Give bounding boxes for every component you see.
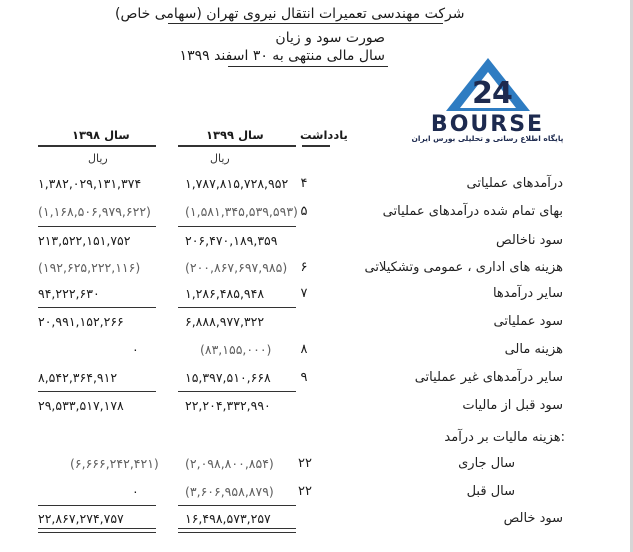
- subtotal-rule: [38, 226, 156, 227]
- row-note: ۲۲: [298, 456, 312, 471]
- value-1398: (۱۹۲,۶۲۵,۲۲۲,۱۱۶): [38, 260, 141, 275]
- value-1398: ۲۱۳,۵۲۲,۱۵۱,۷۵۲: [38, 233, 131, 248]
- row-note: ۷: [300, 286, 308, 301]
- svg-text:4: 4: [492, 76, 513, 111]
- value-1399: ۲۲,۲۰۴,۳۳۲,۹۹۰: [185, 398, 271, 413]
- value-1399: (۸۳,۱۵۵,۰۰۰): [200, 342, 272, 357]
- statement-title: صورت سود و زیان: [275, 30, 385, 46]
- logo-tagline: پایگاه اطلاع رسانی و تحلیلی بورس ایران: [411, 134, 564, 143]
- subtotal-rule: [178, 226, 296, 227]
- value-1398: ۲۲,۸۶۷,۲۷۴,۷۵۷: [38, 511, 124, 526]
- col-year-1399: سال ۱۳۹۹: [206, 128, 264, 142]
- value-1398: ۲۹,۵۳۳,۵۱۷,۱۷۸: [38, 398, 124, 413]
- value-1399: (۲,۰۹۸,۸۰۰,۸۵۴): [185, 456, 274, 471]
- value-1399: ۱۶,۴۹۸,۵۷۳,۲۵۷: [185, 511, 271, 526]
- table-row: [0, 286, 633, 308]
- col-note: یادداشت: [300, 128, 348, 142]
- subtotal-rule: [38, 391, 156, 392]
- row-note: ۶: [300, 260, 308, 275]
- table-row: [0, 314, 633, 336]
- bourse-logo: [410, 56, 565, 146]
- table-row: [0, 176, 633, 198]
- row-note: ۴: [300, 176, 308, 191]
- total-double-rule: [178, 528, 296, 533]
- value-1399: ۱,۲۸۶,۴۸۵,۹۴۸: [185, 286, 265, 301]
- row-label: هزینه مالی: [504, 342, 563, 357]
- row-label: سود قبل از مالیات: [462, 398, 563, 413]
- unit-1399: ریال: [210, 152, 230, 165]
- row-label: سایر درآمدها: [492, 286, 563, 301]
- value-1399: ۶,۸۸۸,۹۷۷,۳۲۲: [185, 314, 265, 329]
- period-title: سال مالی منتهی به ۳۰ اسفند ۱۳۹۹: [179, 48, 385, 64]
- table-row: [0, 456, 633, 478]
- unit-1398: ریال: [88, 152, 108, 165]
- value-1399: ۱,۷۸۷,۸۱۵,۷۲۸,۹۵۲: [185, 176, 289, 191]
- col-year-1398: سال ۱۳۹۸: [72, 128, 130, 142]
- row-note: ۵: [300, 204, 308, 219]
- col-note-rule: [302, 145, 330, 147]
- value-1398: (۱,۱۶۸,۵۰۶,۹۷۹,۶۲۲): [38, 204, 151, 219]
- row-label: هزینه مالیات بر درآمد:: [444, 430, 565, 445]
- total-double-rule: [38, 528, 156, 533]
- row-label: سایر درآمدهای غیر عملیاتی: [414, 370, 563, 385]
- value-1398: ۹۴,۲۲۲,۶۳۰: [38, 286, 100, 301]
- row-label: سال جاری: [458, 456, 515, 471]
- row-label: سال قبل: [466, 484, 515, 499]
- company-underline: [168, 23, 443, 24]
- row-note: ۹: [300, 370, 308, 385]
- row-label: درآمدهای عملیاتی: [466, 176, 563, 191]
- logo-brand: BOURSE: [430, 112, 545, 137]
- subtotal-rule: [178, 505, 296, 506]
- period-underline: [228, 66, 388, 67]
- subtotal-rule: [38, 505, 156, 506]
- subtotal-rule: [178, 307, 296, 308]
- value-1398: ۸,۵۴۲,۳۶۴,۹۱۲: [38, 370, 118, 385]
- table-row: [0, 260, 633, 282]
- value-1399: (۱,۵۸۱,۳۴۵,۵۳۹,۵۹۳): [185, 204, 298, 219]
- value-1398: ۱,۳۸۲,۰۲۹,۱۳۱,۳۷۴: [38, 176, 142, 191]
- row-label: سود خالص: [503, 511, 563, 526]
- table-row: [0, 370, 633, 392]
- row-label: سود ناخالص: [496, 233, 563, 248]
- row-note: ۸: [300, 342, 308, 357]
- row-label: سود عملیاتی: [493, 314, 563, 329]
- company-title: شرکت مهندسی تعمیرات انتقال نیروی تهران (سهامی خاص): [115, 6, 465, 22]
- subtotal-rule: [178, 391, 296, 392]
- table-row: [0, 204, 633, 226]
- table-row: [0, 430, 633, 452]
- row-label: هزینه های اداری ، عمومی وتشکیلاتی: [364, 260, 563, 275]
- table-row: [0, 398, 633, 420]
- table-row: [0, 233, 633, 255]
- value-1399: (۳,۶۰۶,۹۵۸,۸۷۹): [185, 484, 274, 499]
- bourse-24-logo-icon: [410, 56, 565, 116]
- value-1398: ۰: [132, 342, 139, 357]
- value-1399: (۲۰۰,۸۶۷,۶۹۷,۹۸۵): [185, 260, 288, 275]
- table-row: [0, 484, 633, 506]
- table-row: [0, 342, 633, 364]
- row-label: بهای تمام شده درآمدهای عملیاتی: [382, 204, 563, 219]
- row-note: ۲۲: [298, 484, 312, 499]
- subtotal-rule: [38, 307, 156, 308]
- value-1399: ۲۰۶,۴۷۰,۱۸۹,۳۵۹: [185, 233, 278, 248]
- col-1399-rule: [178, 145, 296, 147]
- svg-text:2: 2: [472, 76, 493, 111]
- value-1398: ۲۰,۹۹۱,۱۵۲,۲۶۶: [38, 314, 124, 329]
- value-1398: ۰: [132, 484, 139, 499]
- value-1398: (۶,۶۶۶,۲۴۲,۴۲۱): [70, 456, 159, 471]
- col-1398-rule: [38, 145, 156, 147]
- value-1399: ۱۵,۳۹۷,۵۱۰,۶۶۸: [185, 370, 271, 385]
